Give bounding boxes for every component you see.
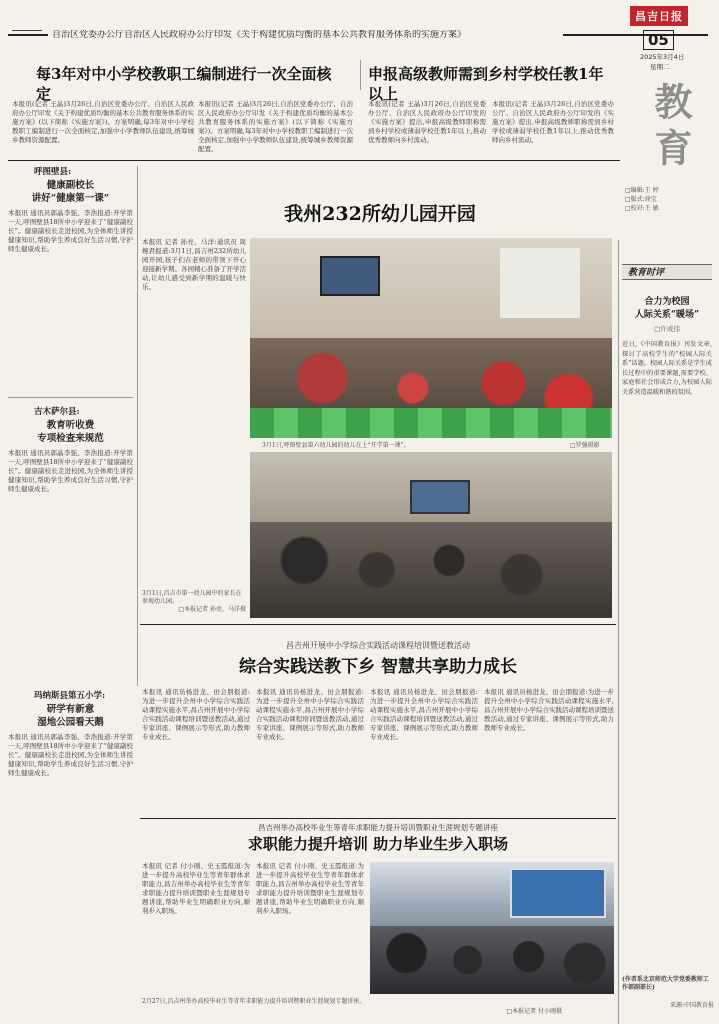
- window: [500, 248, 580, 318]
- layout-line: □版式:徐宝: [625, 196, 657, 203]
- article-left-col1: 本报讯(记者 王晶)3月26日,自治区党委办公厅、自治区人民政府办公厅印发《关于构建优质均衡的基本公共教育服务体系的实施方案》(以下简称《实施方案》)。方案明确,每3年对中小学校教职工编制进行一次全面核定,加强中小学教师队伍建设,统筹城乡教师资源配置。: [12, 100, 194, 144]
- tv-screen: [320, 256, 380, 296]
- parents-seated: [250, 522, 612, 618]
- left-sidebar-lower: [8, 690, 133, 1020]
- column-divider: [618, 240, 619, 1024]
- issue-weekday: 星期二: [650, 63, 670, 71]
- sidebar1-title: 健康副校长: [46, 180, 95, 191]
- middle-kicker: 昌吉州开展中小学综合实践活动课程培训暨送教活动: [286, 641, 470, 650]
- bottom-body-col1: 本报讯 记者 付小刚、史玉霞报道:为进一步提升高校毕业生等青年群体求职能力,昌吉州举办高校毕业生等青年求职能力提升培训暨职业生涯规划专题讲座,帮助毕业生明确职业方向,顺利步入职场。: [142, 862, 250, 915]
- sidebar3-body: 本报讯 通讯员郭晶李强、李浩报道:开学第一天,呼图壁县18所中小学迎来了“健康副校长”。健康副校长走进校园,为全体师生讲授健康知识,帮助学生养成良好生活习惯,守护师生健康成长。: [8, 733, 133, 777]
- main-headline: 我州232所幼儿园开园: [284, 203, 476, 225]
- editor-credits: [625, 186, 695, 213]
- newspaper-logo: 昌吉日报: [630, 6, 688, 26]
- sidebar1-body: 本报讯 通讯员郭晶李强、李浩报道:开学第一天,呼图壁县18所中小学迎来了“健康副校长”。健康副校长走进校园,为全体师生讲授健康知识,帮助学生养成良好生活习惯,守护师生健康成长。: [8, 209, 133, 253]
- photo1-caption: 3月1日,呼图壁县第六幼儿园的幼儿在上“开学第一课”。: [262, 442, 410, 449]
- deco-line: [12, 30, 42, 31]
- photo2-caption: 3月1日,昌吉市第一幼儿园中的家长在参观幼儿园。: [142, 590, 242, 605]
- page-number: 05: [643, 30, 674, 50]
- middle-body-col2: 本报讯 通讯员杨进龙、田会朋报道:为进一步提升全州中小学综合实践活动课程实施水平,昌吉州开展中小学综合实践活动课程培训暨送教活动,通过专家讲座、课例展示等形式,助力教师专业成长。: [256, 688, 364, 741]
- audience: [370, 926, 614, 994]
- section-title: 教育: [648, 82, 693, 174]
- sidebar1-subtitle: 讲好“健康第一课”: [31, 193, 110, 204]
- middle-headline: 综合实践送教下乡 智慧共享助力成长: [239, 657, 517, 677]
- article-right-col2: 本报讯(记者 王晶)3月26日,自治区党委办公厅、自治区人民政府办公厅印发的《实施方案》提出,申报高级教师职称需到乡村学校或薄弱学校任教1年以上,推动优秀教师向乡村流动。: [492, 100, 614, 144]
- opinion-subtitle: 人际关系“暖场”: [634, 310, 700, 320]
- proofreader-line: □校对:王 敏: [625, 205, 659, 212]
- top-headline-strip: 自治区党委办公厅自治区人民政府办公厅印发《关于构建优质均衡的基本公共教育服务体系的实施方案》: [48, 30, 563, 40]
- article-left-col2: 本报讯(记者 王晶)3月26日,自治区党委办公厅、自治区人民政府办公厅印发《关于构建优质均衡的基本公共教育服务体系的实施方案》(以下简称《实施方案》)。方案明确,每3年对中小学校教职工编制进行一次全面核定,加强中小学教师队伍建设,统筹城乡教师资源配置。: [198, 100, 353, 153]
- section-rule: [140, 624, 616, 625]
- column-divider: [360, 60, 361, 90]
- green-chairs: [250, 408, 612, 438]
- bottom-headline: 求职能力提升培训 助力毕业生步入职场: [247, 835, 509, 853]
- headline-right: 申报高级教师需到乡村学校任教1年以上: [368, 65, 604, 103]
- opinion-author-note: (作者系北京师范大学党委教师工作部副部长): [622, 976, 709, 991]
- section-rule: [8, 160, 620, 161]
- lecture-screen: [510, 868, 606, 918]
- sidebar3-kicker: 玛纳斯县第五小学:: [34, 691, 106, 701]
- parents-meeting-photo: [250, 452, 612, 618]
- bottom-body-col2: 本报讯 记者 付小刚、史玉霞报道:为进一步提升高校毕业生等青年群体求职能力,昌吉州举办高校毕业生等青年求职能力提升培训暨职业生涯规划专题讲座,帮助毕业生明确职业方向,顺利步入职场。: [256, 862, 364, 915]
- opinion-author: □许成伟: [654, 325, 680, 333]
- photo1-credit: □罗强摄影: [570, 442, 600, 449]
- bottom-kicker: 昌吉州举办高校毕业生等青年求职能力提升培训暨职业生涯规划专题讲座: [258, 823, 498, 832]
- middle-body-col1: 本报讯 通讯员杨进龙、田会朋报道:为进一步提升全州中小学综合实践活动课程实施水平,昌吉州开展中小学综合实践活动课程培训暨送教活动,通过专家讲座、课例展示等形式,助力教师专业成长。: [142, 688, 250, 741]
- sidebar3-subtitle: 湿地公园看天鹅: [37, 717, 104, 728]
- sidebar2-subtitle: 专项检查来规范: [37, 433, 104, 444]
- projector-screen: [410, 480, 470, 514]
- sidebar2-kicker: 吉木萨尔县:: [34, 407, 80, 417]
- headline-left: 每3年对中小学校教职工编制进行一次全面核定: [36, 65, 332, 103]
- opinion-title: 合力为校园: [644, 297, 690, 307]
- sidebar-divider: [8, 397, 133, 398]
- bottom-photo-caption: 2月27日,昌吉州举办高校毕业生等青年求职能力提升培训暨职业生涯规划专题讲座。: [142, 998, 366, 1005]
- middle-body-col3: 本报讯 通讯员杨进龙、田会朋报道:为进一步提升全州中小学综合实践活动课程实施水平,昌吉州开展中小学综合实践活动课程培训暨送教活动,通过专家讲座、课例展示等形式,助力教师专业成长。: [370, 688, 478, 741]
- photo2-credit: □本报记者 孙亮、马洋摄: [178, 606, 246, 613]
- issue-date: 2025年3月4日: [640, 53, 685, 61]
- left-sidebar: [8, 166, 133, 686]
- sidebar3-title: 研学有新意: [46, 704, 95, 715]
- opinion-kicker: 教育时评: [622, 264, 712, 280]
- sidebar1-kicker: 呼图壁县:: [34, 167, 72, 177]
- kindergarten-classroom-photo: [250, 238, 612, 438]
- job-training-lecture-photo: [370, 862, 614, 994]
- opinion-source: 来源:中国教育报: [669, 1002, 714, 1009]
- main-article-body: 本报讯 记者 孙亮、马洋:通讯员 周婉君报道:3月1日,昌吉州232所幼儿园开园,孩子们在老师的带领下开心迎接新学期。各园精心准备了开学活动,让幼儿感受到新学期的温暖与快乐。: [142, 238, 246, 291]
- section-rule: [140, 818, 616, 819]
- editor-line: □编辑:王 婷: [625, 187, 659, 194]
- sidebar2-title: 教育听收费: [46, 420, 95, 431]
- middle-body-col4: 本报讯 通讯员杨进龙、田会朋报道:为进一步提升全州中小学综合实践活动课程实施水平,昌吉州开展中小学综合实践活动课程培训暨送教活动,通过专家讲座、课例展示等形式,助力教师专业成长。: [484, 688, 614, 732]
- opinion-body: 近日,《中国教育报》刊发文章,探讨了高校学生的“校园人际关系”话题。校园人际关系是学生成长过程中的重要课题,需要学校、家庭和社会形成合力,为校园人际关系营造温暖和谐的氛围。: [622, 341, 712, 396]
- sidebar2-body: 本报讯 通讯员郭晶李强、李浩报道:开学第一天,呼图壁县18所中小学迎来了“健康副校长”。健康副校长走进校园,为全体师生讲授健康知识,帮助学生养成良好生活习惯,守护师生健康成长。: [8, 449, 133, 493]
- article-right-col1: 本报讯(记者 王晶)3月26日,自治区党委办公厅、自治区人民政府办公厅印发的《实施方案》提出,申报高级教师职称需到乡村学校或薄弱学校任教1年以上,推动优秀教师向乡村流动。: [368, 100, 486, 144]
- column-divider: [137, 166, 138, 686]
- bottom-photo-credit: □本报记者 付小刚摄: [506, 1008, 562, 1015]
